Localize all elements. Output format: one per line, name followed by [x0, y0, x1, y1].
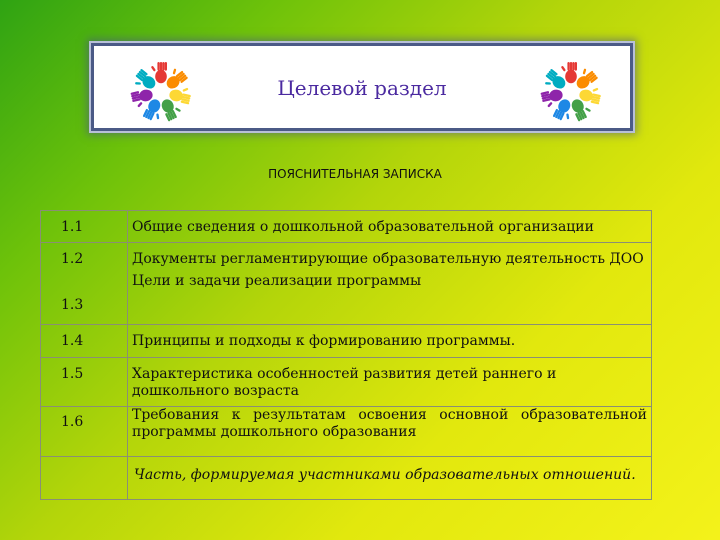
- item-text: [128, 457, 652, 500]
- title-banner: [91, 43, 633, 131]
- item-label: Документы регламентирующие образовательную деятельность ДОО: [132, 251, 644, 267]
- table-row: [41, 358, 652, 407]
- item-number-1-3: 1.3: [61, 297, 84, 313]
- table-row: [41, 325, 652, 358]
- table-row: [41, 457, 652, 500]
- item-text: [128, 358, 652, 407]
- item-label: Общие сведения о дошкольной образовательной организации: [132, 219, 594, 235]
- item-label: Характеристика особенностей развития детей раннего и дошкольного возраста: [132, 366, 557, 399]
- item-label: Требования к результатам освоения основной образовательной программы дошкольного образования: [132, 407, 647, 440]
- colorful-hands-icon: [540, 61, 602, 123]
- table-row: [41, 243, 652, 325]
- item-number: 1.6: [41, 407, 128, 457]
- item-text: [128, 407, 652, 457]
- section-heading: ПОЯСНИТЕЛЬНАЯ ЗАПИСКА: [268, 167, 442, 181]
- item-number: [41, 457, 128, 500]
- item-number-1-2: 1.2: [61, 251, 84, 267]
- item-number: 1.4: [41, 325, 128, 358]
- item-label: Цели и задачи реализации программы: [132, 273, 422, 289]
- item-number: [41, 243, 128, 325]
- contents-table: [40, 210, 652, 500]
- item-label: Принципы и подходы к формированию программы.: [132, 333, 516, 349]
- item-number: 1.5: [41, 358, 128, 407]
- table-row: [41, 407, 652, 457]
- item-text: [128, 243, 652, 325]
- item-number: 1.1: [41, 211, 128, 243]
- item-text: [128, 325, 652, 358]
- page-title: Целевой раздел: [277, 76, 447, 100]
- item-text: [128, 211, 652, 243]
- item-label: Часть, формируемая участниками образовательных отношений.: [134, 467, 636, 483]
- table-row: [41, 211, 652, 243]
